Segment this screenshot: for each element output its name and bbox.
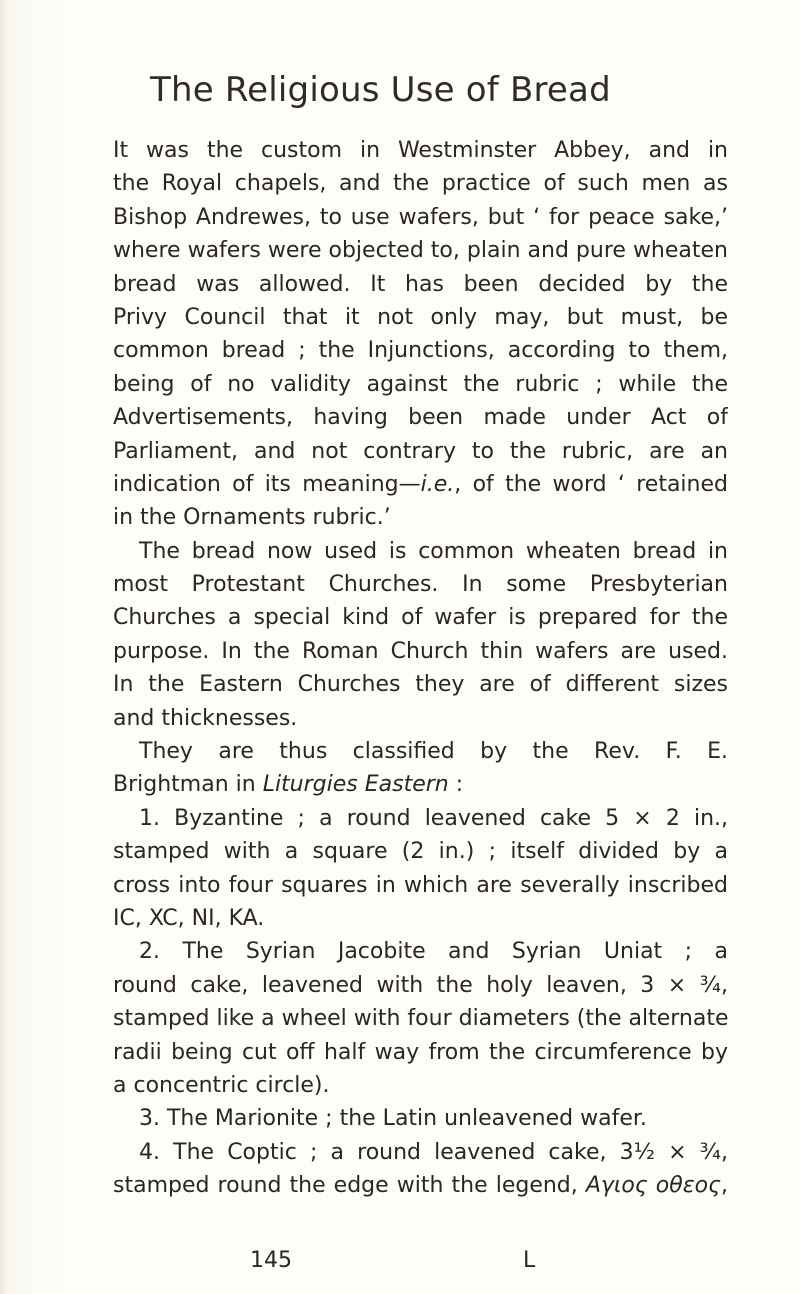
text-line: 2. The Syrian Jacobite and Syrian Uniat ; a (139, 939, 728, 965)
body-text (113, 134, 728, 1203)
text-line: round cake, leavened with the holy leaven, 3 × ¾, (113, 972, 728, 998)
text-line: Brightman in Liturgies Eastern : (113, 772, 464, 798)
text-line: and thicknesses. (113, 705, 298, 731)
text-line: bread was allowed. It has been decided by the (113, 271, 728, 297)
text-line: They are thus classified by the Rev. F. E. (139, 739, 728, 765)
text-line: Advertisements, having been made under Act of (113, 405, 728, 431)
text-line: It was the custom in Westminster Abbey, and in (113, 138, 728, 163)
italic-phrase: i.e. (420, 471, 455, 497)
text-line: indication of its meaning—i.e., of the word ‘ retained (113, 471, 728, 497)
page-number: 145 (250, 1248, 292, 1273)
text-line: 3. The Marionite ; the Latin unleavened wafer. (139, 1106, 647, 1132)
page-gutter-shadow (0, 0, 6, 1294)
text-line: 4. The Coptic ; a round leavened cake, 3½ × ¾, (139, 1139, 728, 1165)
text-line: The bread now used is common wheaten bread in (139, 538, 728, 564)
text-line: purpose. In the Roman Church thin wafers are used. (113, 638, 728, 664)
text-line: the Royal chapels, and the practice of such men as (113, 171, 728, 197)
text-line: Churches a special kind of wafer is prepared for the (113, 605, 728, 631)
text-line: IC, XC, NI, KA. (113, 905, 265, 931)
italic-phrase: Liturgies Eastern (262, 772, 449, 798)
text-line: a concentric circle). (113, 1072, 330, 1098)
text-line: most Protestant Churches. In some Presbyterian (113, 572, 728, 598)
text-line: Bishop Andrewes, to use wafers, but ‘ for peace sake,’ (113, 204, 728, 230)
running-title: The Religious Use of Bread (150, 70, 611, 110)
text-line: stamped round the edge with the legend, Αγιος οθεος, (113, 1173, 728, 1199)
italic-phrase: Αγιος οθεος (585, 1173, 721, 1199)
text-line: cross into four squares in which are severally inscribed (113, 872, 728, 898)
text-line: where wafers were objected to, plain and pure wheaten (113, 238, 728, 264)
text-line: radii being cut off half way from the circumference by (113, 1039, 728, 1065)
text-line: Privy Council that it not only may, but must, be (113, 304, 728, 330)
text-line: In the Eastern Churches they are of different sizes (113, 672, 728, 698)
text-line: stamped like a wheel with four diameters (the alternate (113, 1006, 728, 1032)
text-line: common bread ; the Injunctions, according to them, (113, 338, 728, 364)
text-line: Parliament, and not contrary to the rubric, are an (113, 438, 728, 464)
signature-mark: L (523, 1248, 536, 1273)
text-line: being of no validity against the rubric ; while the (113, 371, 728, 397)
text-line: stamped with a square (2 in.) ; itself divided by a (113, 839, 728, 865)
text-line: in the Ornaments rubric.’ (113, 505, 391, 531)
page-footer (0, 1248, 800, 1278)
text-line: 1. Byzantine ; a round leavened cake 5 × 2 in., (139, 805, 728, 831)
